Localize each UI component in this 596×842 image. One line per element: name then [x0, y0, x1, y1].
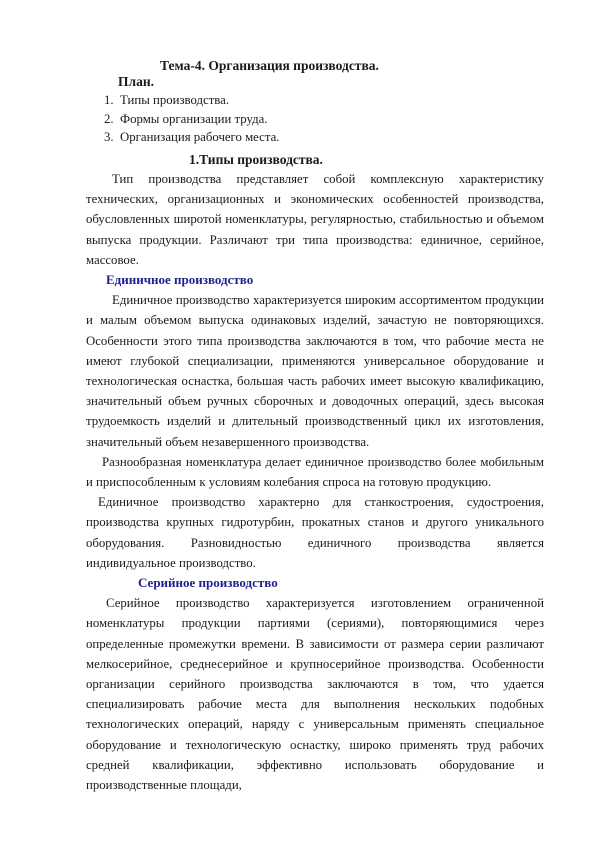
document-title: Тема-4. Организация производства.: [160, 58, 379, 73]
section-heading: 1.Типы производства.: [189, 152, 323, 167]
paragraph-nomenclature: Разнообразная номенклатура делает единичное производство более мобильным и приспособленным к условиям колебания спроса на готовую продукцию.: [86, 454, 544, 490]
paragraph-single-production: Единичное производство характеризуется широким ассортиментом продукции и малым объемом выпуска одинаковых изделий, зачастую не повторяющихся. Особенности этого типа производства заключаются в том, что рабочие места не имеют глубокой специализации, применяются универсальное оборудование и технологическая оснастка, большая часть рабочих имеет высокую квалификацию, значительный объем ручных сборочных и доводочных операций, здесь высокая трудоемкость изделий и длительный производственный цикл их изготовления, значительный объем незавершенного производства.: [86, 293, 544, 449]
document-body: [86, 169, 544, 795]
plan-item: [104, 128, 280, 147]
paragraph-single-examples: Единичное производство характерно для станкостроения, судостроения, производства крупных гидротурбин, прокатных станов и другого уникального оборудования. Разновидностью единичного производства является индивидуальное производство.: [86, 495, 544, 570]
plan-list: [104, 91, 280, 147]
plan-item-text: Формы организации труда.: [120, 111, 268, 126]
plan-label: План.: [118, 74, 154, 89]
paragraph-serial-production: Серийное производство характеризуется изготовлением ограниченной номенклатуры продукции партиями (сериями), повторяющимися через определенные промежутки времени. В зависимости от размера серии различают мелкосерийное, среднесерийное и крупносерийное производства. Особенности организации серийного производства заключаются в том, что удается специализировать рабочие места для выполнения нескольких подобных технологических операций, наряду с универсальным применять специальное оборудование и технологическую оснастку, широко применять труд рабочих средней квалификации, эффективно использовать оборудование и производственные площади,: [86, 596, 544, 793]
plan-item-text: Типы производства.: [120, 93, 230, 107]
plan-item-number: 1.: [104, 93, 114, 107]
plan-item-number: 2.: [104, 111, 114, 126]
paragraph-production-types: Тип производства представляет собой комплексную характеристику технических, организационных и экономических особенностей производства, обусловленных широтой номенклатуры, регулярностью, стабильностью и объемом выпуска продукции. Различают три типа производства: единичное, серийное, массовое.: [86, 172, 544, 267]
plan-item-number: 3.: [104, 130, 114, 144]
plan-item-text: Организация рабочего места.: [120, 130, 280, 144]
subheading-single-production: Единичное производство: [106, 272, 254, 288]
plan-item: [104, 91, 280, 110]
plan-item: [104, 110, 280, 129]
subheading-serial-production: Серийное производство: [138, 575, 278, 591]
